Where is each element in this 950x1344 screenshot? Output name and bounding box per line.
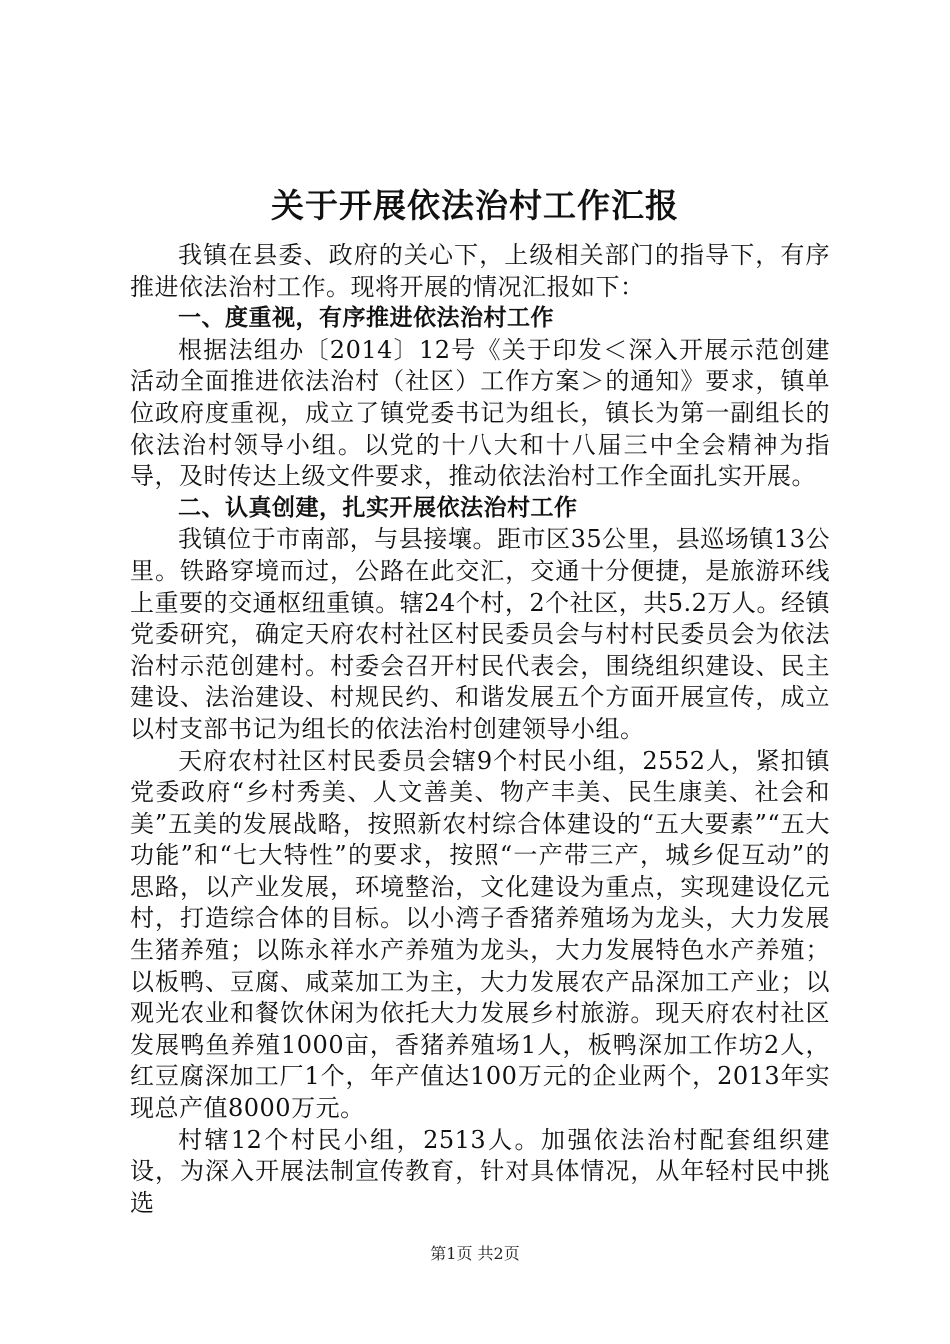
document-title: 关于开展依法治村工作汇报	[271, 186, 679, 225]
section-heading-1: 一、度重视，有序推进依法治村工作	[178, 305, 554, 332]
section-heading-2: 二、认真创建，扎实开展依法治村工作	[178, 494, 578, 521]
section-2-paragraph-1: 我镇位于市南部，与县接壤。距市区35公里，县巡场镇13公里。铁路穿境而过，公路在此交汇，交通十分便捷，是旅游环线上重要的交通枢纽重镇。辖24个村，2个社区，共5.2万人。经镇党委研究，确定天府农村社区村民委员会与村村民委员会为依法治村示范创建村。村委会召开村民代表会，围绕组织建设、民主建设、法治建设、村规民约、和谐发展五个方面开展宣传，成立以村支部书记为组长的依法治村创建领导小组。	[130, 525, 830, 743]
section-2-paragraph-2: 天府农村社区村民委员会辖9个村民小组，2552人，紧扣镇党委政府“乡村秀美、人文善美、物产丰美、民生康美、社会和美”五美的发展战略，按照新农村综合体建设的“五大要素”“五大功能”和“七大特性”的要求，按照“一产带三产，城乡促互动”的思路，以产业发展，环境整治，文化建设为重点，实现建设亿元村，打造综合体的目标。以小湾子香猪养殖场为龙头，大力发展生猪养殖；以陈永祥水产养殖为龙头，大力发展特色水产养殖；以板鸭、豆腐、咸菜加工为主，大力发展农产品深加工产业；以观光农业和餐饮休闲为依托大力发展乡村旅游。现天府农村社区发展鸭鱼养殖1000亩，香猪养殖场1人，板鸭深加工作坊2人，红豆腐深加工厂1个，年产值达100万元的企业两个，2013年实现总产值8000万元。	[130, 746, 830, 1123]
section-1-paragraph: 根据法组办〔2014〕12号《关于印发＜深入开展示范创建活动全面推进依法治村（社区）工作方案＞的通知》要求，镇单位政府度重视，成立了镇党委书记为组长，镇长为第一副组长的依法治村领导小组。以党的十八大和十八届三中全会精神为指导，及时传达上级文件要求，推动依法治村工作全面扎实开展。	[130, 335, 830, 491]
intro-paragraph: 我镇在县委、政府的关心下，上级相关部门的指导下，有序推进依法治村工作。现将开展的情况汇报如下：	[130, 241, 830, 301]
section-2-paragraph-3: 村辖12个村民小组，2513人。加强依法治村配套组织建设，为深入开展法制宣传教育，针对具体情况，从年轻村民中挑选	[130, 1125, 830, 1217]
document-body	[130, 240, 830, 1219]
page-footer: 第1页 共2页	[430, 1244, 520, 1263]
